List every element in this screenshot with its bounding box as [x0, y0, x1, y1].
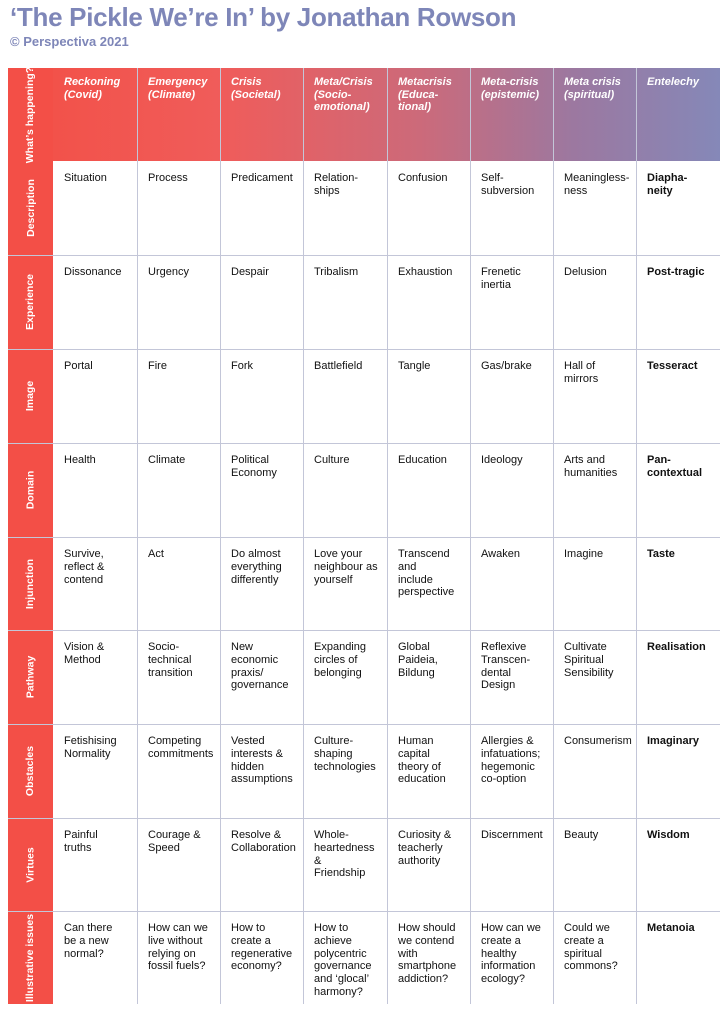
row-divider	[8, 818, 720, 819]
table-cell: Human capital theory of education	[398, 735, 446, 786]
row-label	[8, 443, 53, 537]
column-divider	[303, 68, 304, 1004]
page-title: ‘The Pickle We’re In’ by Jonathan Rowson	[10, 2, 517, 32]
column-header: Crisis (Societal)	[231, 76, 281, 101]
table-cell: How should we contend with smartphone addiction?	[398, 922, 457, 986]
table-cell: Vested interests & hidden assumptions	[231, 735, 293, 786]
column-header: Emergency (Climate)	[148, 76, 208, 101]
row-label	[8, 818, 53, 911]
table-cell: Wisdom	[647, 829, 690, 841]
table-cell: Painful truths	[64, 829, 98, 854]
table-cell: Do almost everything differently	[231, 548, 282, 586]
table-cell: Vision & Method	[64, 641, 105, 666]
row-label	[8, 255, 53, 349]
row-divider	[8, 349, 720, 350]
column-header: Meta/Crisis (Socio- emotional)	[314, 76, 373, 113]
column-divider	[470, 68, 471, 1004]
table-cell: Confusion	[398, 172, 448, 184]
row-label	[8, 630, 53, 724]
table-cell: Fork	[231, 360, 253, 372]
row-label-whats-happening	[8, 68, 53, 161]
table-cell: Situation	[64, 172, 107, 184]
column-header: Entelechy	[647, 76, 699, 88]
table-cell: How can we live without relying on fossil fuels?	[148, 922, 208, 973]
row-divider	[8, 630, 720, 631]
table-cell: Socio- technical transition	[148, 641, 193, 679]
table-cell: Fire	[148, 360, 167, 372]
row-label-text: Description	[24, 179, 37, 237]
column-divider	[220, 68, 221, 1004]
table-cell: Climate	[148, 454, 186, 466]
table-cell: How can we create a healthy information ecology?	[481, 922, 541, 986]
table-cell: Tesseract	[647, 360, 698, 372]
table-cell: Process	[148, 172, 188, 184]
table-cell: Can there be a new normal?	[64, 922, 113, 960]
row-label-text: Pathway	[24, 655, 37, 699]
row-divider	[8, 443, 720, 444]
table-cell: Pan- contextual	[647, 454, 703, 479]
table-cell: Reflexive Transcen- dental Design	[481, 641, 531, 692]
row-label	[8, 911, 53, 1004]
table-cell: Metanoia	[647, 922, 695, 934]
row-label-text: Injunction	[24, 558, 37, 609]
table-cell: Competing commitments	[148, 735, 214, 760]
row-label-text: Domain	[24, 470, 37, 510]
table-cell: Culture	[314, 454, 350, 466]
row-label-text: Virtues	[24, 846, 37, 883]
table-cell: Realisation	[647, 641, 706, 653]
row-label-text: What’s happening?	[24, 66, 37, 163]
table-cell: Allergies & infatuations; hegemonic co-option	[481, 735, 541, 786]
table-cell: Frenetic inertia	[481, 266, 521, 291]
table-cell: Curiosity & teacherly authority	[398, 829, 452, 867]
table-cell: Relation- ships	[314, 172, 359, 197]
row-divider	[8, 911, 720, 912]
column-divider	[636, 68, 637, 1004]
column-header: Meta crisis (spiritual)	[564, 76, 621, 101]
table-cell: Transcend and include perspective	[398, 548, 455, 599]
table-cell: Culture- shaping technologies	[314, 735, 376, 773]
column-header: Meta-crisis (epistemic)	[481, 76, 540, 101]
table-cell: Love your neighbour as yourself	[314, 548, 378, 586]
table-cell: Global Paideia, Bildung	[398, 641, 438, 679]
row-label-text: Illustrative issues	[24, 913, 37, 1002]
table-cell: Resolve & Collaboration	[231, 829, 296, 854]
row-label-text: Image	[24, 380, 37, 412]
table-cell: Could we create a spiritual commons?	[564, 922, 618, 973]
table-cell: Beauty	[564, 829, 599, 841]
table-cell: Courage & Speed	[148, 829, 201, 854]
table-cell: Despair	[231, 266, 269, 278]
table-cell: Act	[148, 548, 164, 560]
row-label	[8, 724, 53, 818]
table-cell: Tangle	[398, 360, 431, 372]
table-cell: New economic praxis/ governance	[231, 641, 289, 692]
table-cell: Survive, reflect & contend	[64, 548, 105, 586]
table-cell: Diapha- neity	[647, 172, 688, 197]
copyright-subtitle: © Perspectiva 2021	[10, 34, 129, 49]
row-label-text: Obstacles	[24, 745, 37, 797]
table-cell: Discernment	[481, 829, 543, 841]
table-cell: Education	[398, 454, 447, 466]
table-cell: Cultivate Spiritual Sensibility	[564, 641, 614, 679]
table-cell: Expanding circles of belonging	[314, 641, 366, 679]
table-cell: Dissonance	[64, 266, 122, 278]
column-divider	[553, 68, 554, 1004]
table-cell: Delusion	[564, 266, 607, 278]
table-cell: Tribalism	[314, 266, 359, 278]
table-cell: Exhaustion	[398, 266, 453, 278]
column-divider	[137, 68, 138, 1004]
table-cell: How to create a regenerative economy?	[231, 922, 293, 973]
row-label	[8, 537, 53, 630]
table-cell: Imagine	[564, 548, 604, 560]
table-cell: Predicament	[231, 172, 293, 184]
table-cell: Arts and humanities	[564, 454, 618, 479]
row-label	[8, 161, 53, 255]
table-cell: Consumerism	[564, 735, 632, 747]
table-cell: Meaningless- ness	[564, 172, 630, 197]
table-cell: Fetishising Normality	[64, 735, 117, 760]
row-divider	[8, 724, 720, 725]
table-cell: Awaken	[481, 548, 520, 560]
table-cell: Portal	[64, 360, 93, 372]
table-cell: Political Economy	[231, 454, 277, 479]
table-cell: Imaginary	[647, 735, 699, 747]
row-label	[8, 349, 53, 443]
table-cell: Post-tragic	[647, 266, 705, 278]
table-cell: Whole- heartedness & Friendship	[314, 829, 375, 880]
table-cell: Ideology	[481, 454, 523, 466]
row-label-text: Experience	[24, 273, 37, 331]
table-cell: Hall of mirrors	[564, 360, 599, 385]
table-cell: Health	[64, 454, 96, 466]
column-header: Reckoning (Covid)	[64, 76, 121, 101]
row-divider	[8, 537, 720, 538]
column-header: Metacrisis (Educa- tional)	[398, 76, 452, 113]
table-cell: Taste	[647, 548, 675, 560]
table-cell: How to achieve polycentric governance and ‘glocal’ harmony?	[314, 922, 372, 998]
table-cell: Self- subversion	[481, 172, 535, 197]
table-cell: Battlefield	[314, 360, 363, 372]
table-cell: Urgency	[148, 266, 189, 278]
row-divider	[8, 255, 720, 256]
table-cell: Gas/brake	[481, 360, 532, 372]
column-divider	[387, 68, 388, 1004]
